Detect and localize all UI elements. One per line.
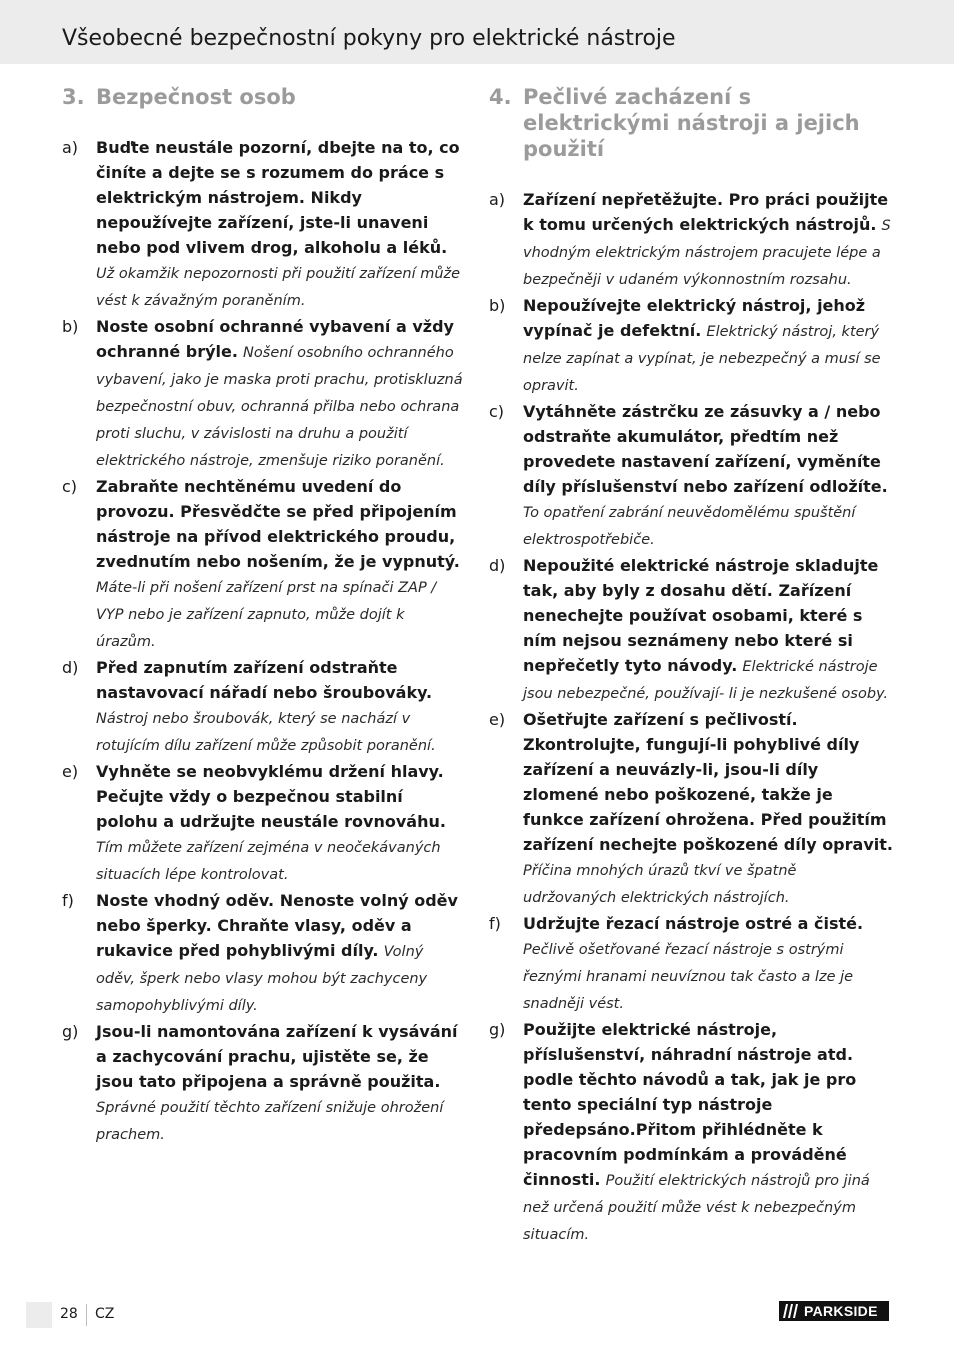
right-column [489,84,893,1248]
item-explanation: Nošení osobního ochranného vybavení, jako je maska proti prachu, protiskluzná bezpečnostní obuv, ochranná přilba nebo ochrana proti sluchu, v závislosti na druhu a použití elektrického nástroje, zmenšuje riziko poranění. [96,345,463,469]
item-explanation: Elektrický nástroj, který nelze zapínat a vypínat, je nebezpečný a musí se opravit. [523,324,881,394]
list-item [62,1019,466,1148]
section-heading-personal-safety [62,84,466,110]
item-instruction: Nepoužívejte elektrický nástroj, jehož vypínač je defektní. [523,296,866,340]
item-instruction: Použijte elektrické nástroje, příslušenství, náhradní nástroje atd. podle těchto návodů a tak, jak je pro tento speciální typ nástroje předepsáno.Přitom přihlédněte k pracovním podmínkám a prováděné činnosti. [523,1020,857,1189]
list-item [489,293,893,399]
logo-stripes-icon [779,1301,801,1321]
item-letter: a) [62,138,79,157]
item-instruction: Ošetřujte zařízení s pečlivostí. Zkontrolujte, fungují-li pohyblivé díly zařízení a neuvázly-li, jsou-li díly zlomené nebo poškozené, takže je funkce zařízení ohrožena. Před použitím zařízení nechejte poškozené díly opravit. [523,710,893,854]
list-item [489,1017,893,1248]
list-item [62,888,466,1019]
item-explanation: To opatření zabrání neuvědomělému spuštění elektrospotřebiče. [523,505,856,548]
page-title: Všeobecné bezpečnostní pokyny pro elektrické nástroje [62,26,676,51]
section-number: 3. [62,85,85,109]
item-instruction: Zabraňte nechtěnému uvedení do provozu. Přesvědčte se před připojením nástroje na přívod elektrického proudu, zvednutím nebo nošením, že je vypnutý. [96,477,460,571]
item-explanation: Volný oděv, šperk nebo vlasy mohou být zachyceny samopohyblivými díly. [96,944,428,1014]
item-instruction: Jsou-li namontována zařízení k vysávání a zachycování prachu, ujistěte se, že jsou tato připojena a správně použita. [96,1022,458,1091]
item-explanation: Použití elektrických nástrojů pro jiná než určená použití může vést k nebezpečným situacím. [523,1173,870,1243]
item-instruction: Zařízení nepřetěžujte. Pro práci použijte k tomu určených elektrických nástrojů. [523,190,889,234]
item-instruction: Noste vhodný oděv. Nenoste volný oděv nebo šperky. Chraňte vlasy, oděv a rukavice před pohyblivými díly. [96,891,458,960]
item-instruction: Před zapnutím zařízení odstraňte nastavovací nářadí nebo šroubováky. [96,658,433,702]
item-text [523,399,893,553]
item-text [523,1017,893,1248]
item-text [96,888,466,1019]
item-letter: g) [489,1020,506,1039]
item-instruction: Udržujte řezací nástroje ostré a čisté. [523,914,864,933]
item-explanation: Máte-li při nošení zařízení prst na spínači ZAP / VYP nebo je zařízení zapnuto, může dojít k úrazům. [96,580,437,650]
section-title: Pečlivé zacházení s elektrickými nástroji a jejich použití [523,85,860,161]
item-letter: e) [62,762,79,781]
section-heading-tool-use [489,84,893,162]
item-explanation: Pečlivě ošetřované řezací nástroje s ostrými řeznými hranami neuvíznou tak často a lze je snadněji vést. [523,942,854,1012]
item-instruction: Vyhněte se neobvyklému držení hlavy. Pečujte vždy o bezpečnou stabilní polohu a udržujte neustále rovnováhu. [96,762,446,831]
header-band [0,0,954,64]
item-text [523,187,893,293]
item-text [96,135,466,314]
list-item [62,655,466,759]
page-number: 28 [60,1306,78,1322]
footer-divider [86,1304,87,1326]
brand-name: PARKSIDE [804,1303,878,1319]
list-item [62,135,466,314]
item-letter: d) [489,556,506,575]
item-letter: b) [489,296,506,315]
list-item [489,911,893,1017]
item-instruction: Noste osobní ochranné vybavení a vždy ochranné brýle. [96,317,454,361]
item-text [96,655,466,759]
item-letter: f) [489,914,501,933]
item-letter: b) [62,317,79,336]
item-text [523,553,893,707]
item-letter: f) [62,891,74,910]
language-code: CZ [95,1306,115,1322]
item-text [96,1019,466,1148]
list-item [62,474,466,655]
item-explanation: Příčina mnohých úrazů tkví ve špatně udržovaných elektrických nástrojích. [523,863,797,906]
item-letter: c) [62,477,78,496]
item-text [96,759,466,888]
item-explanation: Správné použití těchto zařízení snižuje ohrožení prachem. [96,1100,444,1143]
item-text [96,314,466,474]
item-letter: c) [489,402,505,421]
list-item [489,399,893,553]
list-item [489,187,893,293]
item-letter: g) [62,1022,79,1041]
item-letter: d) [62,658,79,677]
item-instruction: Nepoužité elektrické nástroje skladujte tak, aby byly z dosahu dětí. Zařízení nenechejte používat osobami, které s ním nejsou seznámeny nebo které si nepřečetly tyto návody. [523,556,879,675]
item-explanation: S vhodným elektrickým nástrojem pracujete lépe a bezpečněji v udaném výkonnostním rozsahu. [523,218,891,288]
list-item [489,707,893,911]
section-number: 4. [489,85,512,109]
item-instruction: Buďte neustále pozorní, dbejte na to, co činíte a dejte se s rozumem do práce s elektrickým nástrojem. Nikdy nepoužívejte zařízení, jste-li unaveni nebo pod vlivem drog, alkoholu a léků. [96,138,460,257]
item-explanation: Už okamžik nepozornosti při použití zařízení může vést k závažným poraněním. [96,266,461,309]
item-explanation: Elektrické nástroje jsou nebezpečné, používají- li je nezkušené osoby. [523,659,889,702]
item-text [523,911,893,1017]
item-letter: e) [489,710,506,729]
list-item [489,553,893,707]
section-title: Bezpečnost osob [96,85,296,109]
item-explanation: Tím můžete zařízení zejména v neočekávaných situacích lépe kontrolovat. [96,840,441,883]
item-text [523,707,893,911]
list-item [62,314,466,474]
item-text [96,474,466,655]
item-explanation: Nástroj nebo šroubovák, který se nachází v rotujícím dílu zařízení může způsobit poranění. [96,711,436,754]
item-text [523,293,893,399]
list-item [62,759,466,888]
parkside-logo [779,1301,889,1321]
item-letter: a) [489,190,506,209]
left-column [62,84,466,1148]
item-instruction: Vytáhněte zástrčku ze zásuvky a / nebo odstraňte akumulátor, předtím než provedete nastavení zařízení, vyměníte díly příslušenství nebo zařízení odložíte. [523,402,888,496]
footer-marker [26,1302,52,1328]
